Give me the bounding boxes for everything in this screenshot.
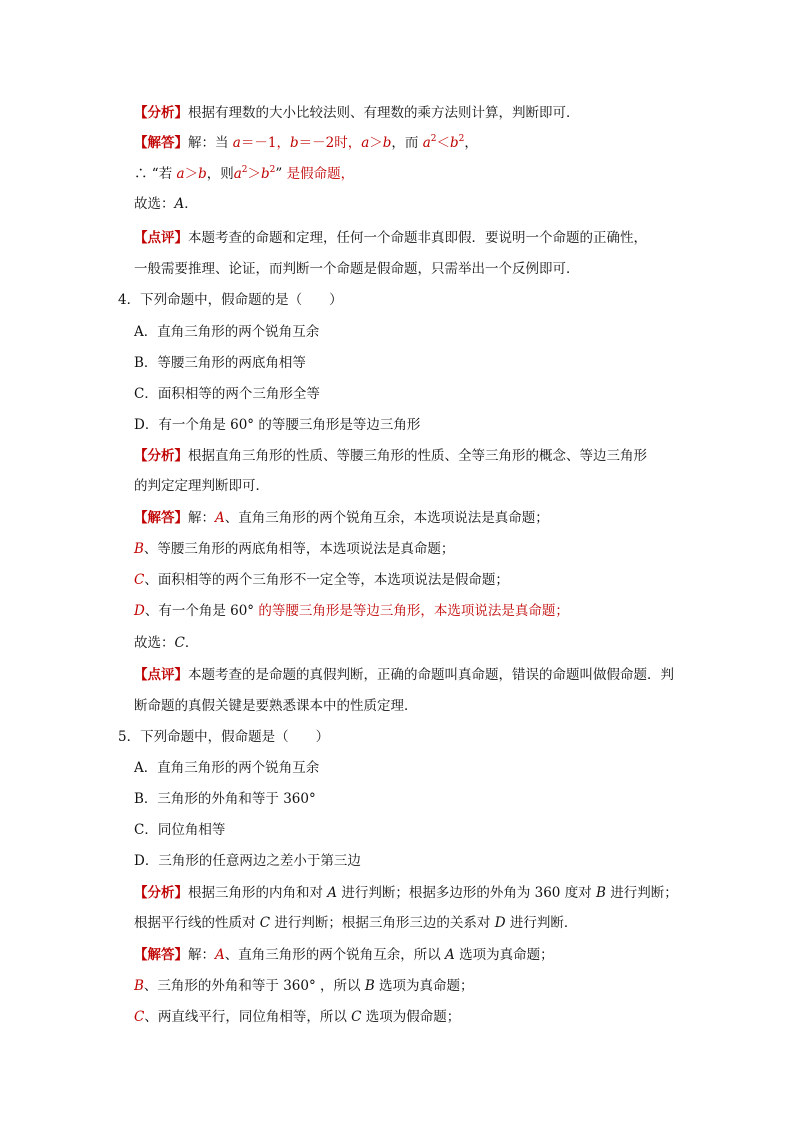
q4-option-c: C．面积相等的两个三角形全等 <box>134 386 320 402</box>
q3-solution-line1: 【解答】解：当 a＝－1，b＝－2时，a＞b，而 $a^2<b^2$， <box>134 134 478 151</box>
q4-option-a: A．直角三角形的两个锐角互余 <box>134 324 320 340</box>
q4-analysis-line1: 【分析】根据直角三角形的性质、等腰三角形的性质、全等三角形的概念、等边三角形 <box>134 448 647 464</box>
q3-analysis: 【分析】根据有理数的大小比较法则、有理数的乘方法则计算，判断即可． <box>134 105 580 121</box>
q4-solution-line4: D、有一个角是 60° 的等腰三角形是等边三角形，本选项说法是真命题； <box>134 603 569 619</box>
q5-analysis-line2: 根据平行线的性质对 C 进行判断；根据三角形三边的关系对 D 进行判断． <box>134 915 578 931</box>
analysis-tag: 【分析】 <box>134 885 188 901</box>
q5-option-d: D．三角形的任意两边之差小于第三边 <box>134 853 361 869</box>
q3-therefore-line: ∴ “若 a＞b，则$a^2>b^2$” 是假命题， <box>134 165 355 182</box>
comment-tag: 【点评】 <box>134 667 188 683</box>
q3-comment-line2: 一般需要推理、论证，而判断一个命题是假命题，只需举出一个反例即可． <box>134 261 580 277</box>
q5-option-b: B．三角形的外角和等于 360° <box>134 791 316 807</box>
q5-option-a: A．直角三角形的两个锐角互余 <box>134 760 320 776</box>
solution-tag: 【解答】 <box>134 510 188 526</box>
q4-stem: 4．下列命题中，假命题的是（ ） <box>118 292 343 308</box>
q4-option-b: B．等腰三角形的两底角相等 <box>134 355 306 371</box>
solution-tag: 【解答】 <box>134 947 188 963</box>
analysis-tag: 【分析】 <box>134 448 188 464</box>
q4-solution-line1: 【解答】解：A、直角三角形的两个锐角互余，本选项说法是真命题； <box>134 510 549 526</box>
q5-analysis-line1: 【分析】根据三角形的内角和对 A 进行判断；根据多边形的外角为 360 度对 B 进行判断； <box>134 885 678 901</box>
q3-comment-line1: 【点评】本题考查的命题和定理，任何一个命题非真即假．要说明一个命题的正确性， <box>134 230 647 246</box>
q5-solution-line3: C、两直线平行，同位角相等，所以 C 选项为假命题； <box>134 1009 461 1025</box>
q5-stem: 5．下列命题中，假命题是（ ） <box>118 729 330 745</box>
q5-solution-line2: B、三角形的外角和等于 360° ，所以 B 选项为真命题； <box>134 978 474 994</box>
solution-tag: 【解答】 <box>134 135 188 151</box>
q4-choose-line: 故选：C． <box>134 635 199 651</box>
analysis-tag: 【分析】 <box>134 105 188 121</box>
q4-option-d: D．有一个角是 60° 的等腰三角形是等边三角形 <box>134 417 421 433</box>
q4-analysis-line2: 的判定定理判断即可． <box>134 478 269 494</box>
q4-solution-line2: B、等腰三角形的两底角相等，本选项说法是真命题； <box>134 541 455 557</box>
q3-choose-line: 故选：A． <box>134 196 198 212</box>
comment-tag: 【点评】 <box>134 230 188 246</box>
q5-solution-line1: 【解答】解：A、直角三角形的两个锐角互余，所以 A 选项为真命题； <box>134 947 554 963</box>
q5-option-c: C．同位角相等 <box>134 822 226 838</box>
q4-solution-line3: C、面积相等的两个三角形不一定全等，本选项说法是假命题； <box>134 572 509 588</box>
q4-comment-line1: 【点评】本题考查的是命题的真假判断，正确的命题叫真命题，错误的命题叫做假命题．判 <box>134 667 674 683</box>
q4-comment-line2: 断命题的真假关键是要熟悉课本中的性质定理． <box>134 698 418 714</box>
